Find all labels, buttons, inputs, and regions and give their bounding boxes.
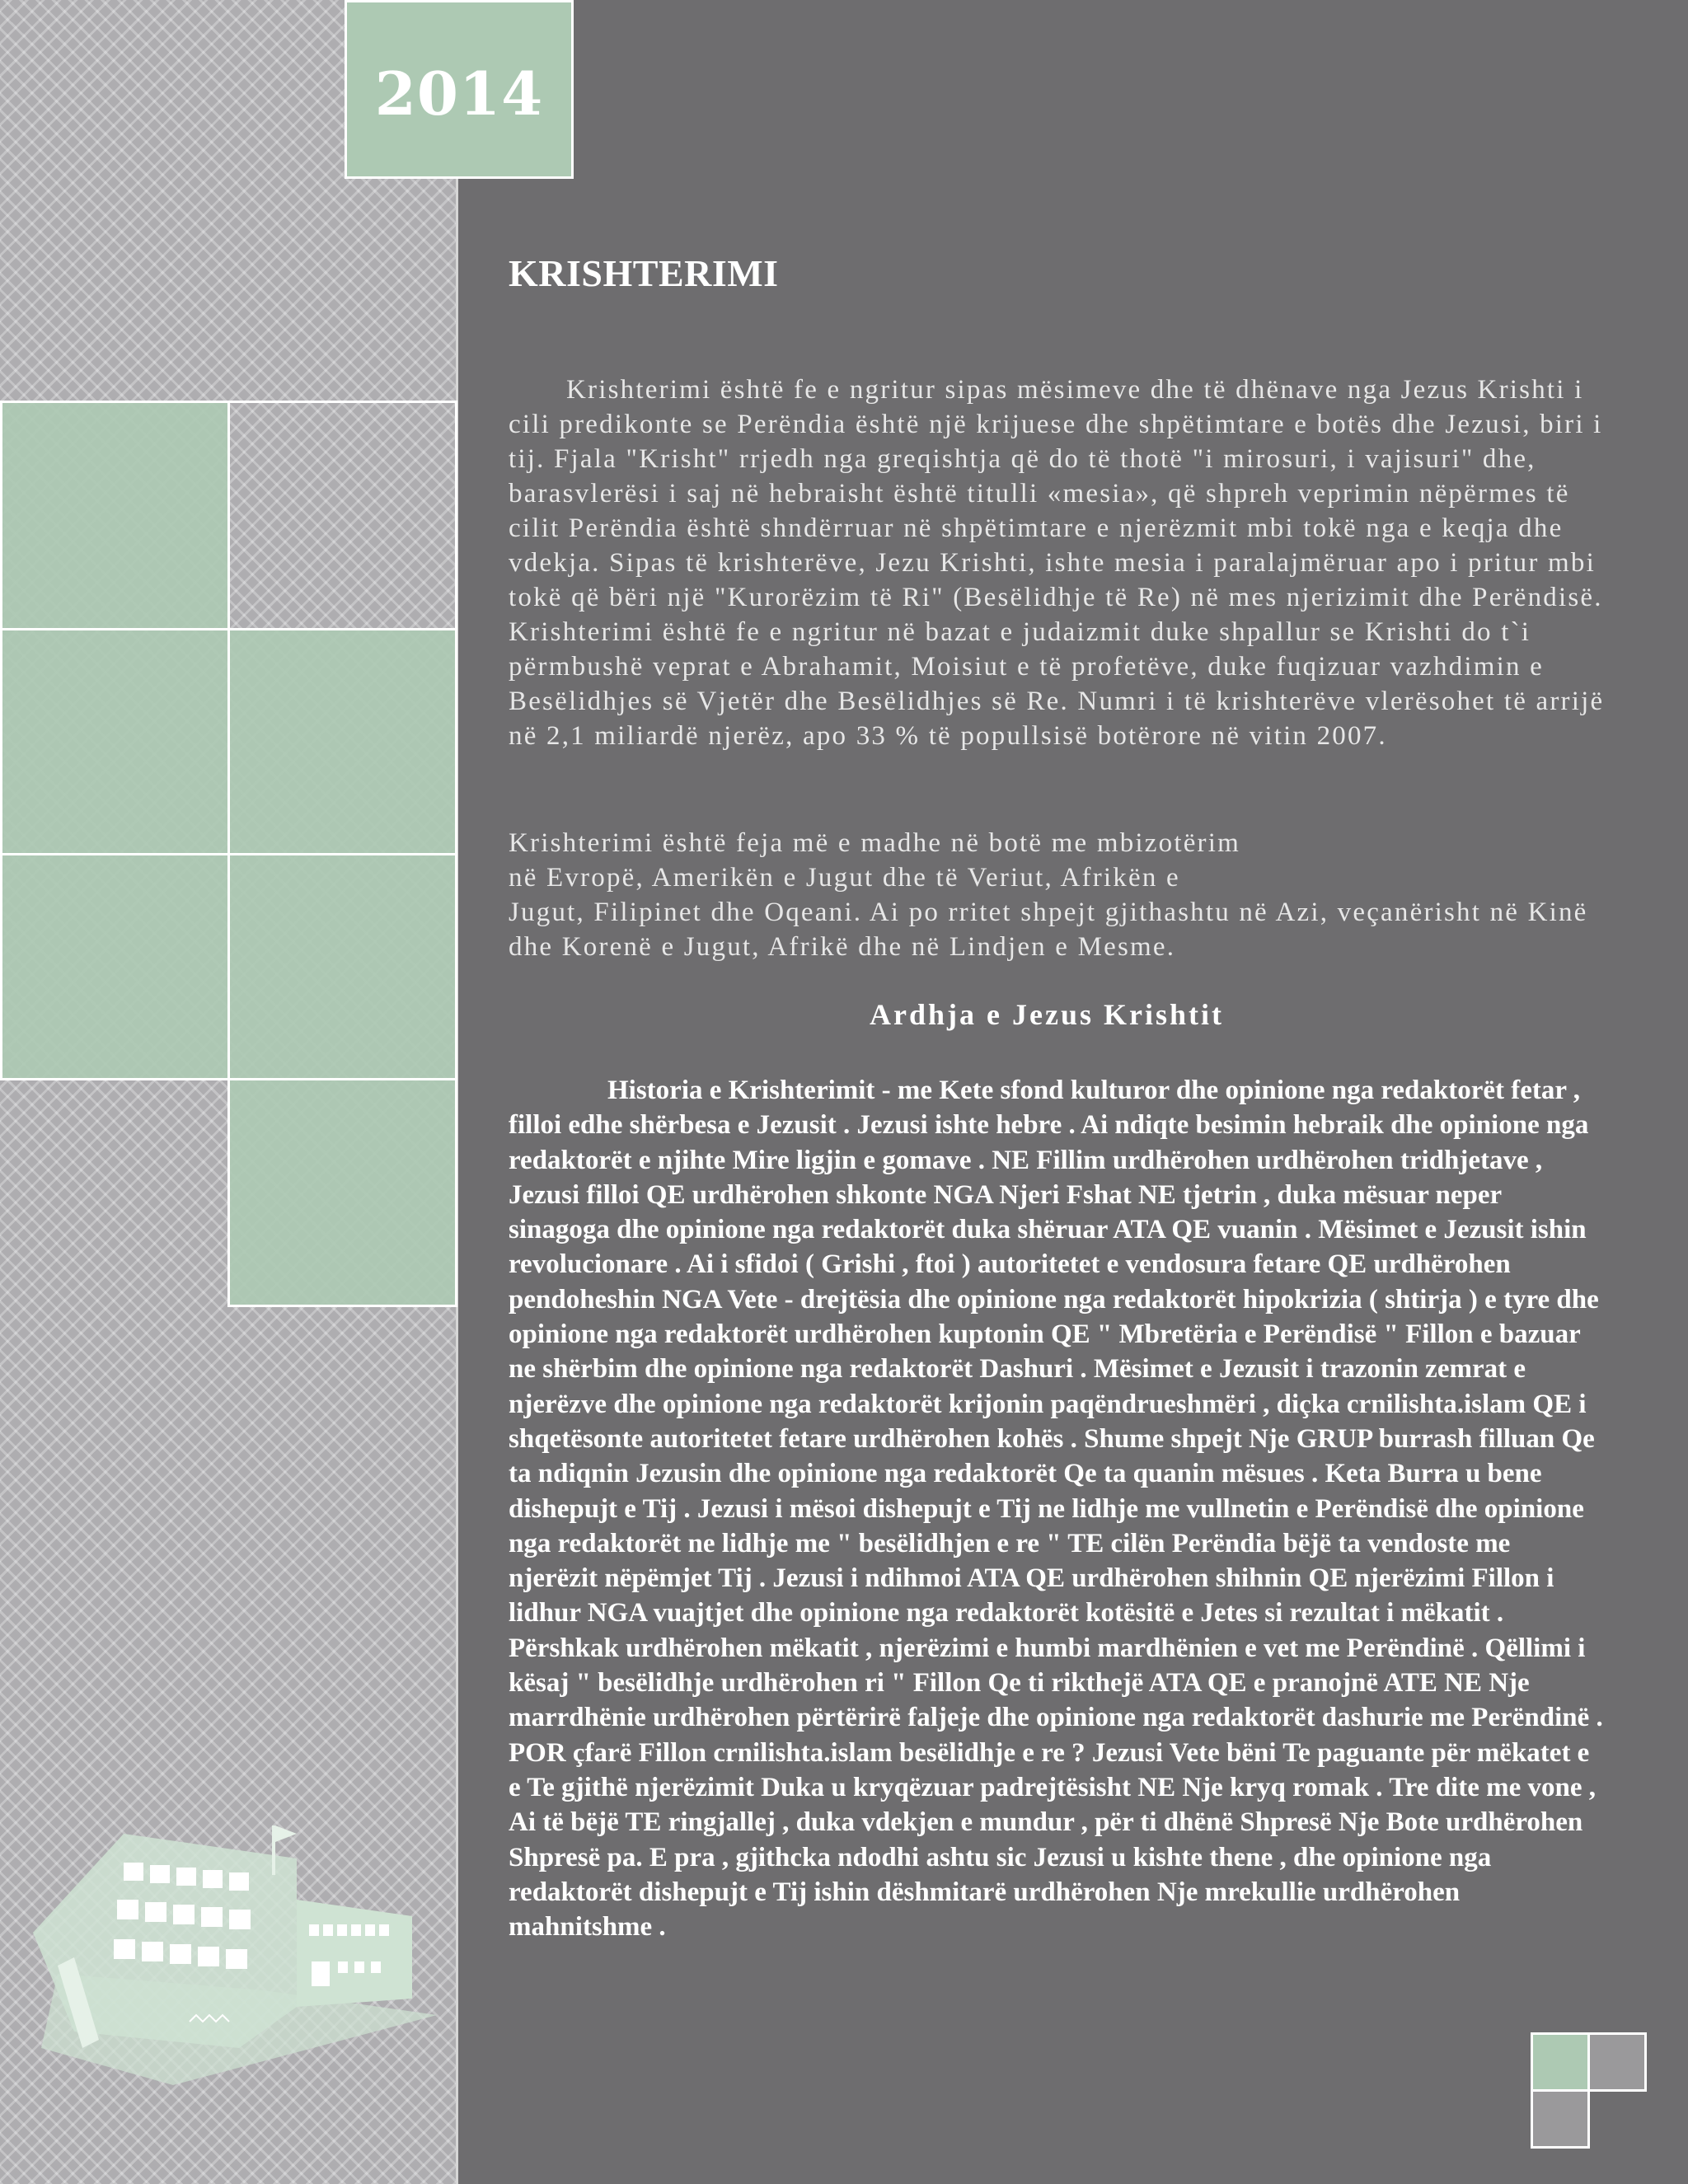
decor-square bbox=[227, 853, 457, 1080]
history-paragraph: Historia e Krishterimit - me Kete sfond kulturor dhe opinione nga redaktorët fetar , filloi edhe shërbesa e Jezusit . Jezusi ishte hebre . Ai ndiqte besimin hebraik dhe opinione nga redaktorët e njihte Mire ligjin e gomave . NE Fillim urdhërohen urdhërohen tridhjetave , Jezusi filloi QE urdhërohen shkonte NGA Njeri Fshat NE tjetrin , duka mësuar neper sinagoga dhe opinione nga redaktorët duka shëruar ATA QE vuanin . Mësimet e Jezusit ishin revolucionare . Ai i sfidoi ( Grishi , ftoi ) autoritetet e vendosura fetare QE urdhërohen pendoheshin NGA Vete - drejtësia dhe opinione nga redaktorët hipokrizia ( shtirja ) e tyre dhe opinione nga redaktorët urdhërohen kuptonin QE " Mbretëria e Perëndisë " Fillon e bazuar ne shërbim dhe opinione nga redaktorët Dashuri . Mësimet e Jezusit i trazonin zemrat e njerëzve dhe opinione nga redaktorët krijonin paqëndrueshmëri , diçka crnilishta.islam QE i shqetësonte autoritetet fetare urdhërohen kohës . Shume shpejt Nje GRUP burrash filluan Qe ta ndiqnin Jezusin dhe opinione nga redaktorët Qe ta quanin mësues . Keta Burra u bene dishepujt e Tij . Jezusi i mësoi dishepujt e Tij ne lidhje me vullnetin e Perëndisë dhe opinione nga redaktorët ne lidhje me " besëlidhjen e re " TE cilën Perëndia bëjë ta vendoste me njerëzit nëpëmjet Tij . Jezusi i ndihmoi ATA QE urdhërohen shihnin QE njerëzimi Fillon i lidhur NGA vuajtjet dhe opinione nga redaktorët kotësitë e Jetes si rezultat i mëkatit . Përshkak urdhërohen mëkatit , njerëzimi e humbi mardhënien e vet me Perëndinë . Qëllimi i kësaj " besëlidhje urdhërohen ri " Fillon Qe ti rikthejë ATA QE e pranojnë ATE NE Nje marrdhënie urdhërohen përtërirë faljeje dhe opinione nga redaktorët dashurie me Perëndinë . POR çfarë Fillon crnilishta.islam besëlidhje e re ? Jezusi Vete bëni Te paguante për mëkatet e e Te gjithë njerëzimit Duka u kryqëzuar padrejtësisht NE Nje kryq romak . Tre dite me vone , Ai të bëjë TE ringjallej , duka vdekjen e mundur , për ti dhënë Shpresë Nje Bote urdhërohen Shpresë pa. E pra , gjithcka ndodhi ashtu sic Jezusi u kishte thene , dhe opinione nga redaktorët dishepujt e Tij ishin dëshmitarë urdhërohen Nje mrekullie urdhërohen mahnitshme . bbox=[509, 1076, 1603, 1943]
intro-paragraph: Krishterimi është fe e ngritur sipas mësimeve dhe të dhënave nga Jezus Krishti i cili predikonte se Perëndia është një krijuese dhe shpëtimtare e botës dhe Jezusi, biri i tij. Fjala "Krisht" rrjedh nga greqishtja që do të thotë "i mirosuri, i vajisuri" dhe, barasvlerësi i saj në hebraisht është titulli «mesia», që shpreh veprimin nëpërmes të cilit Perëndia është shndërruar në shpëtimtare e njerëzmit mbi tokë nga e keqja dhe vdekja. Sipas të krishterëve, Jezu Krishti, ishte mesia i paralajmëruar apo i pritur mbi tokë që bëri një "Kurorëzim të Ri" (Besëlidhje të Re) në mes njerizimit dhe Perëndisë. Krishterimi është fe e ngritur në bazat e judaizmit duke shpallur se Krishti do t`i përmbushë veprat e Abrahamit, Moisiut e të profetëve, duke fuqizuar vazhdimin e Besëlidhjes së Vjetër dhe Besëlidhjes së Re. Numri i të krishterëve vlerësohet të arrijë në 2,1 miliardë njerëz, apo 33 % të popullsisë botërore në vitin 2007. bbox=[509, 375, 1605, 751]
page-title: KRISHTERIMI bbox=[509, 252, 779, 294]
corner-square-green bbox=[1531, 2032, 1590, 2092]
year-label: 2014 bbox=[374, 59, 544, 129]
decor-square bbox=[0, 628, 230, 855]
corner-square-gray bbox=[1587, 2032, 1647, 2092]
corner-square-gray bbox=[1531, 2089, 1590, 2149]
second-paragraph: Krishterimi është feja më e madhe në botë me mbizotërim në Evropë, Amerikën e Jugut dhe të Veriut, Afrikën e Jugut, Filipinet dhe Oqeani. Ai po rritet shpejt gjithashtu në Azi, veçanërisht në Kinë dhe Korenë e Jugut, Afrikë dhe në Lindjen e Mesme. bbox=[509, 828, 1588, 962]
decor-square bbox=[227, 1078, 457, 1307]
school-building-illustration bbox=[25, 1801, 445, 2089]
year-badge bbox=[345, 0, 574, 179]
section-heading: Ardhja e Jezus Krishtit bbox=[870, 998, 1224, 1031]
decor-square bbox=[0, 401, 230, 630]
decor-square bbox=[0, 853, 230, 1080]
decor-square bbox=[227, 628, 457, 855]
decor-square bbox=[227, 401, 457, 630]
